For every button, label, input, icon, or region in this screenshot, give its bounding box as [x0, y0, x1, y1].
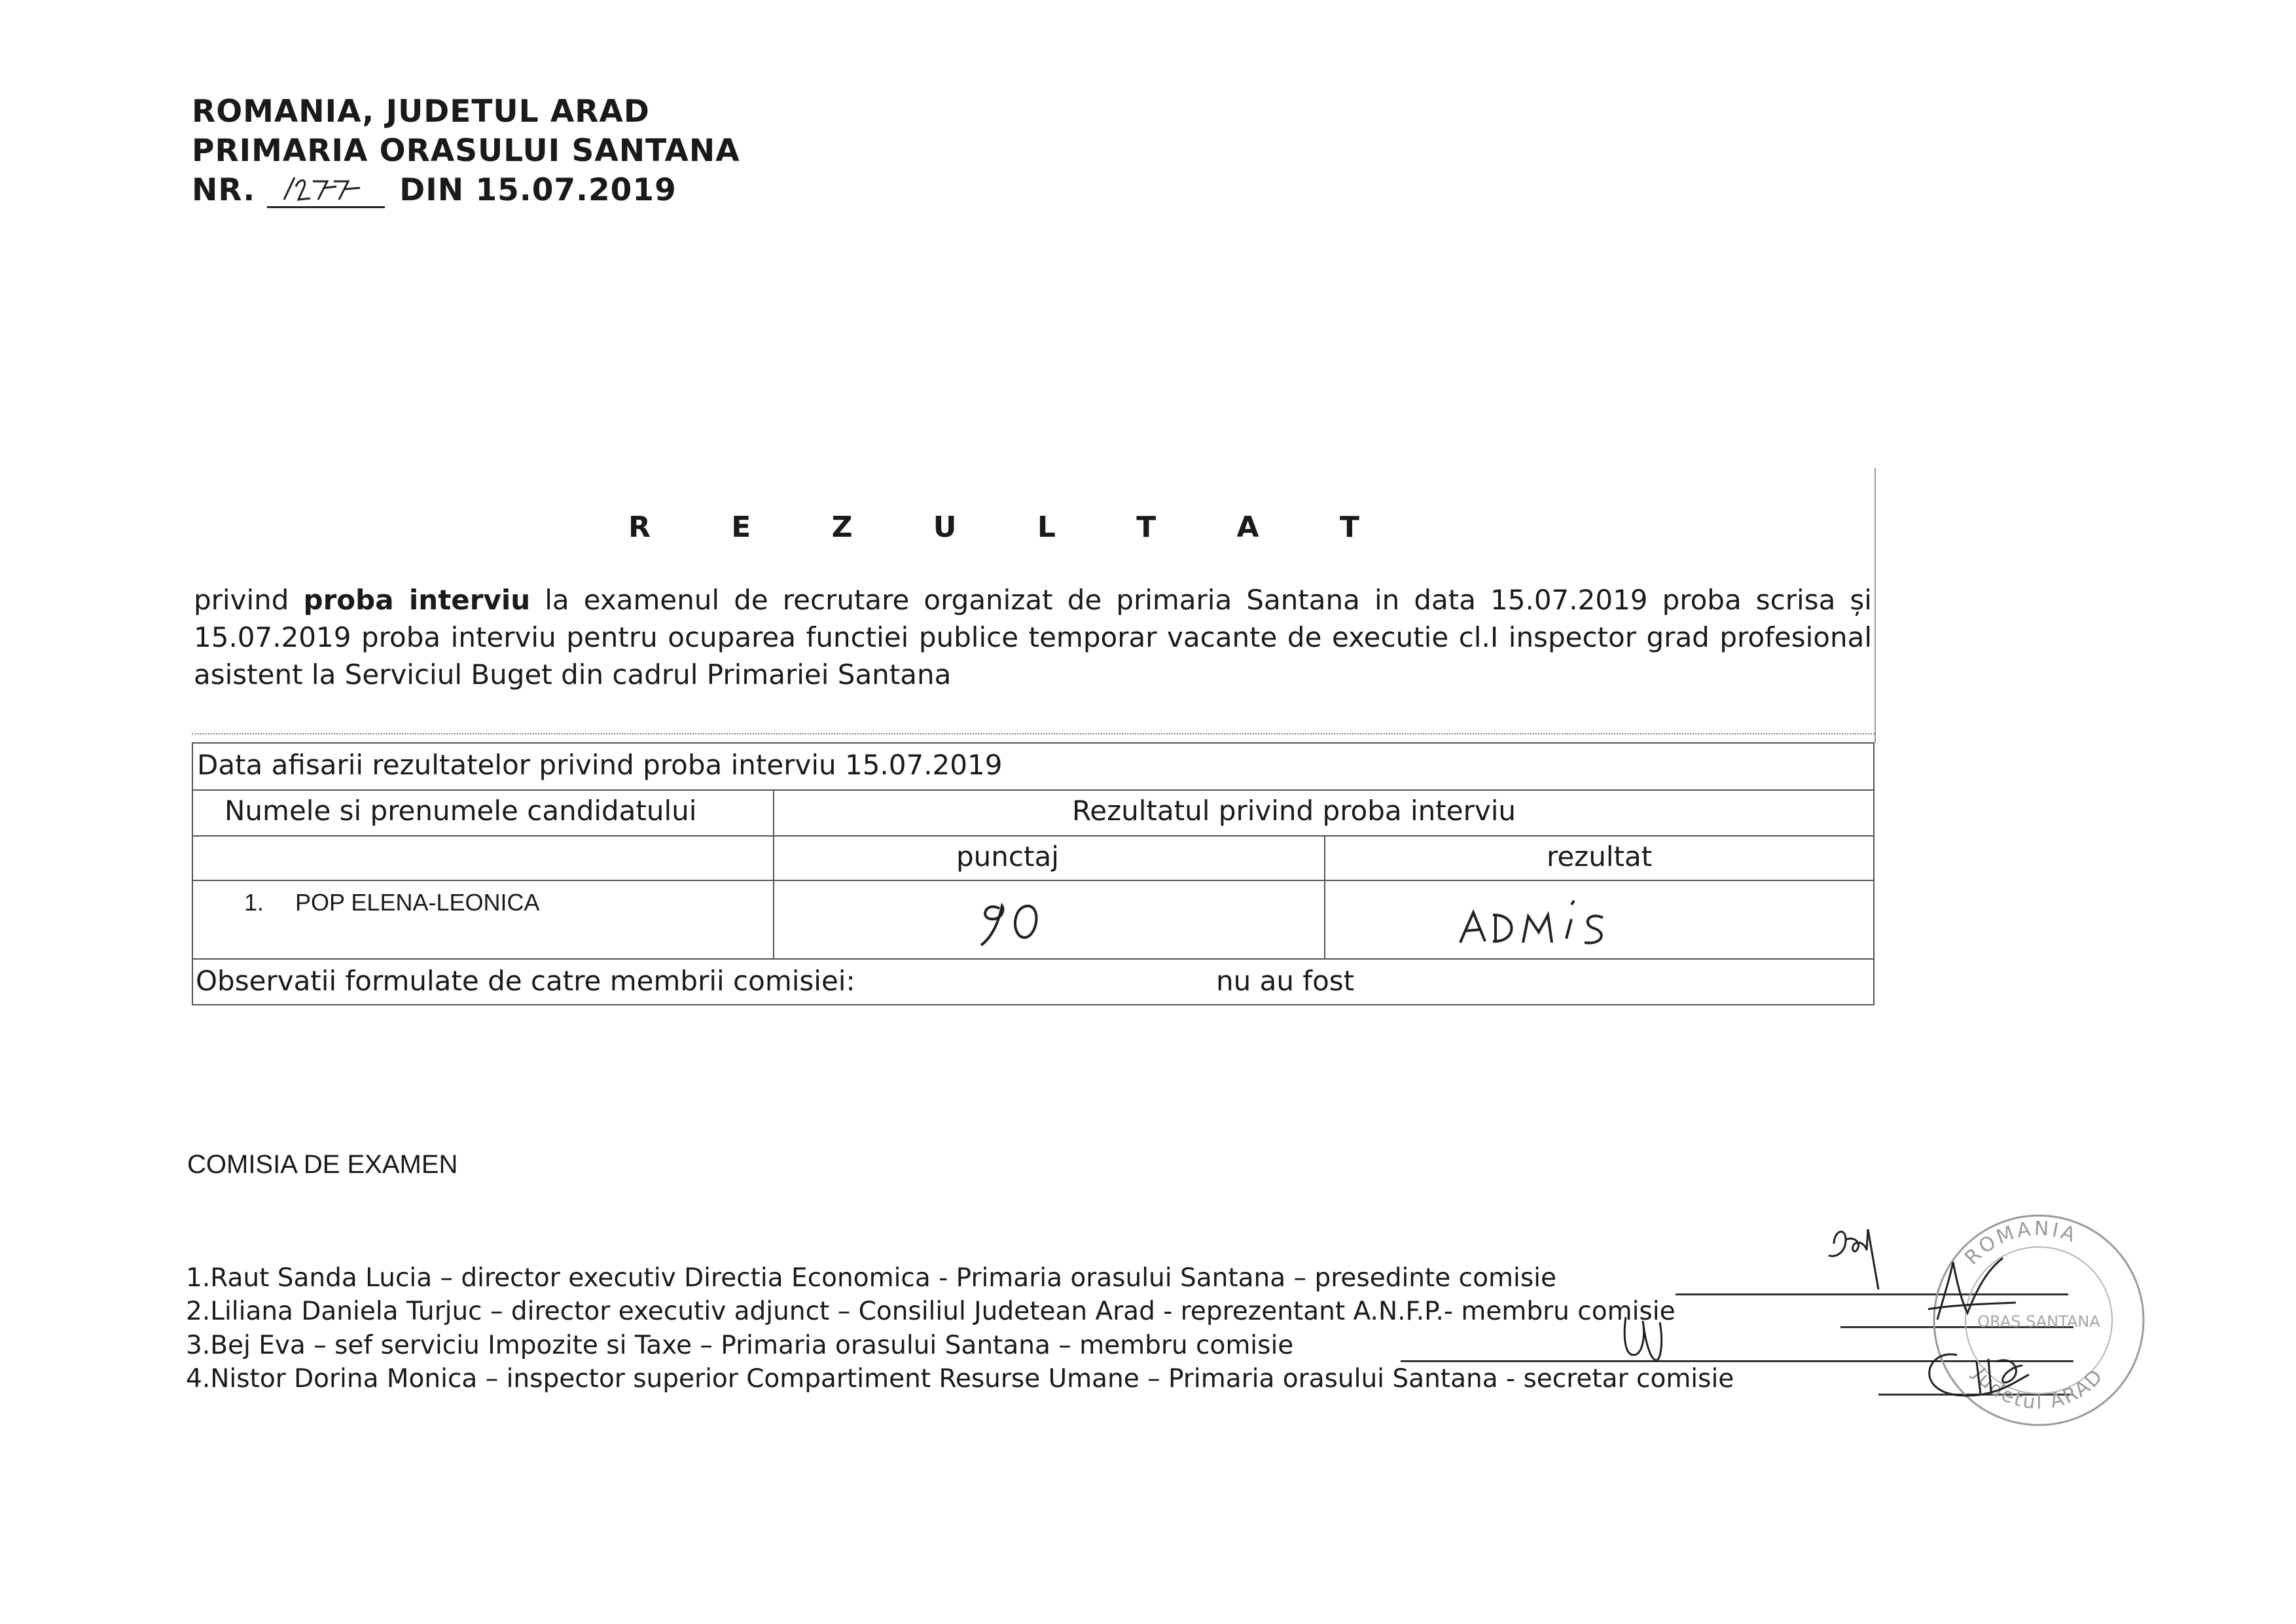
document-title: R E Z U L T A T: [628, 511, 1395, 544]
header-registration: [192, 172, 677, 208]
col-result-header: Rezultatul privind proba interviu: [1072, 795, 1516, 827]
table-line: [192, 789, 1874, 791]
margin-line: [1874, 468, 1876, 743]
signature-member-2: [1924, 1257, 2042, 1329]
table-date-row: Data afisarii rezultatelor privind proba interviu 15.07.2019: [197, 749, 1003, 781]
observations-value: nu au fost: [1216, 965, 1355, 997]
nr-label: NR.: [192, 172, 256, 208]
intro-pre: privind: [194, 584, 304, 616]
nr-handwritten-number: [267, 177, 385, 208]
header-institution: PRIMARIA ORASULUI SANTANA: [192, 133, 740, 169]
commission-heading: COMISIA DE EXAMEN: [187, 1150, 458, 1179]
results-table: [192, 733, 1874, 1008]
signature-member-3: [1617, 1309, 1669, 1368]
table-line: [192, 742, 193, 1005]
table-line: [192, 1004, 1874, 1005]
col-result-subheader: rezultat: [1547, 840, 1653, 873]
date-label: DIN 15.07.2019: [399, 172, 677, 208]
commission-member: 2.Liliana Daniela Turjuc – director executiv adjunct – Consiliul Judetean Arad - reprezentant A.N.F.P.- membru comisie: [186, 1297, 1676, 1326]
table-line: [1324, 835, 1325, 958]
candidate-name: POP ELENA-LEONICA: [295, 889, 540, 916]
signature-member-1: [1820, 1224, 1911, 1303]
row-index: 1.: [244, 889, 264, 916]
stamp-text-middle: ORAS SANTANA: [1977, 1312, 2100, 1331]
table-line: [192, 742, 1874, 744]
table-line: [773, 789, 774, 958]
table-line: [1873, 742, 1874, 1005]
intro-paragraph: [194, 581, 1872, 693]
score-handwritten: [972, 894, 1050, 960]
table-row: [244, 889, 540, 916]
intro-bold: proba interviu: [303, 584, 531, 616]
intro-post: la examenul de recrutare organizat de primaria Santana in data 15.07.2019 proba scrisa și 15.07.2019 proba interviu pentru ocuparea functiei publice temporar vacante de executie cl.I inspector grad profesional asistent la Serviciul Buget din cadrul Primariei Santana: [194, 584, 1872, 691]
table-top-dotted: [192, 733, 1874, 734]
commission-member: 4.Nistor Dorina Monica – inspector superior Compartiment Resurse Umane – Primaria orasului Santana - secretar comisie: [186, 1364, 1734, 1394]
result-handwritten: [1455, 898, 1619, 964]
col-name-header: Numele si prenumele candidatului: [224, 795, 697, 827]
signature-member-4: [1918, 1335, 2049, 1407]
commission-member: 1.Raut Sanda Lucia – director executiv Directia Economica - Primaria orasului Santana – presedinte comisie: [186, 1263, 1556, 1293]
stamp-text-top: ROMANIA: [1960, 1217, 2081, 1270]
col-score-header: punctaj: [956, 840, 1059, 873]
observations-label: Observatii formulate de catre membrii comisiei:: [196, 965, 855, 997]
commission-member: 3.Bej Eva – sef serviciu Impozite si Taxe – Primaria orasului Santana – membru comisie: [186, 1331, 1294, 1360]
header-country-county: ROMANIA, JUDETUL ARAD: [192, 94, 650, 130]
table-line: [192, 835, 1874, 837]
table-line: [192, 880, 1874, 881]
stamp-text-bottom: Judetul ARAD: [1968, 1363, 2109, 1415]
